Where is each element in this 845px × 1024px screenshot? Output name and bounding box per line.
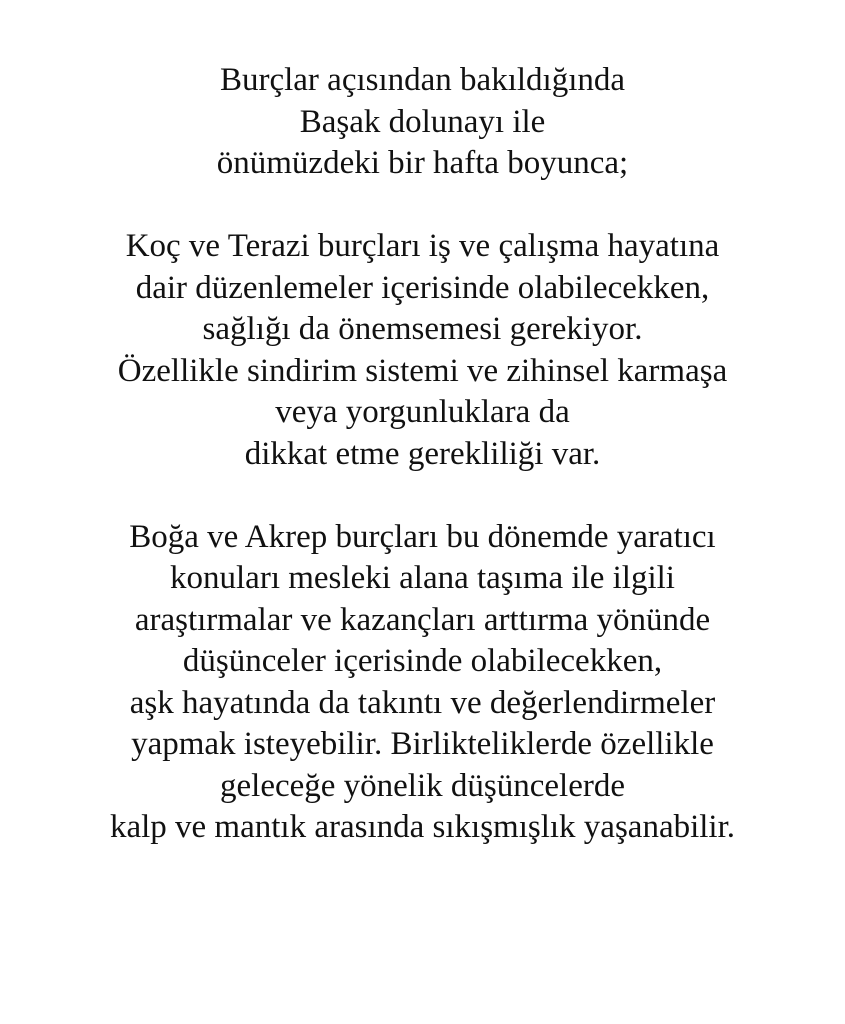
text-line: araştırmalar ve kazançları arttırma yönünde <box>134 601 711 638</box>
paragraph-intro <box>0 60 845 185</box>
text-line: yapmak isteyebilir. Birlikteliklerde özellikle <box>131 726 714 762</box>
text-line: dikkat etme gerekliliği var. <box>244 435 601 472</box>
text-line: dair düzenlemeler içerisinde olabilecekken, <box>135 269 710 306</box>
text-line: kalp ve mantık arasında sıkışmışlık yaşanabilir. <box>109 809 736 845</box>
text-line: Burçlar açısından bakıldığında <box>219 62 626 98</box>
text-line: geleceğe yönelik düşüncelerde <box>220 767 625 804</box>
text-line: Özellikle sindirim sistemi ve zihinsel karmaşa <box>117 352 728 389</box>
text-line: düşünceler içerisinde olabilecekken, <box>182 643 663 679</box>
text-line: Başak dolunayı ile <box>299 103 546 140</box>
text-line: Boğa ve Akrep burçları bu dönemde yaratıcı <box>129 518 716 555</box>
text-line: konuları mesleki alana taşıma ile ilgili <box>170 560 675 596</box>
text-line: aşk hayatında da takıntı ve değerlendirmeler <box>129 684 716 721</box>
text-line: önümüzdeki bir hafta boyunca; <box>216 145 629 181</box>
text-line: veya yorgunluklara da <box>275 394 570 430</box>
paragraph-koc-terazi <box>0 226 845 475</box>
text-line: sağlığı da önemsemesi gerekiyor. <box>202 311 643 347</box>
horoscope-text <box>0 60 845 849</box>
text-line: Koç ve Terazi burçları iş ve çalışma hayatına <box>125 228 720 264</box>
paragraph-boga-akrep <box>0 517 845 849</box>
